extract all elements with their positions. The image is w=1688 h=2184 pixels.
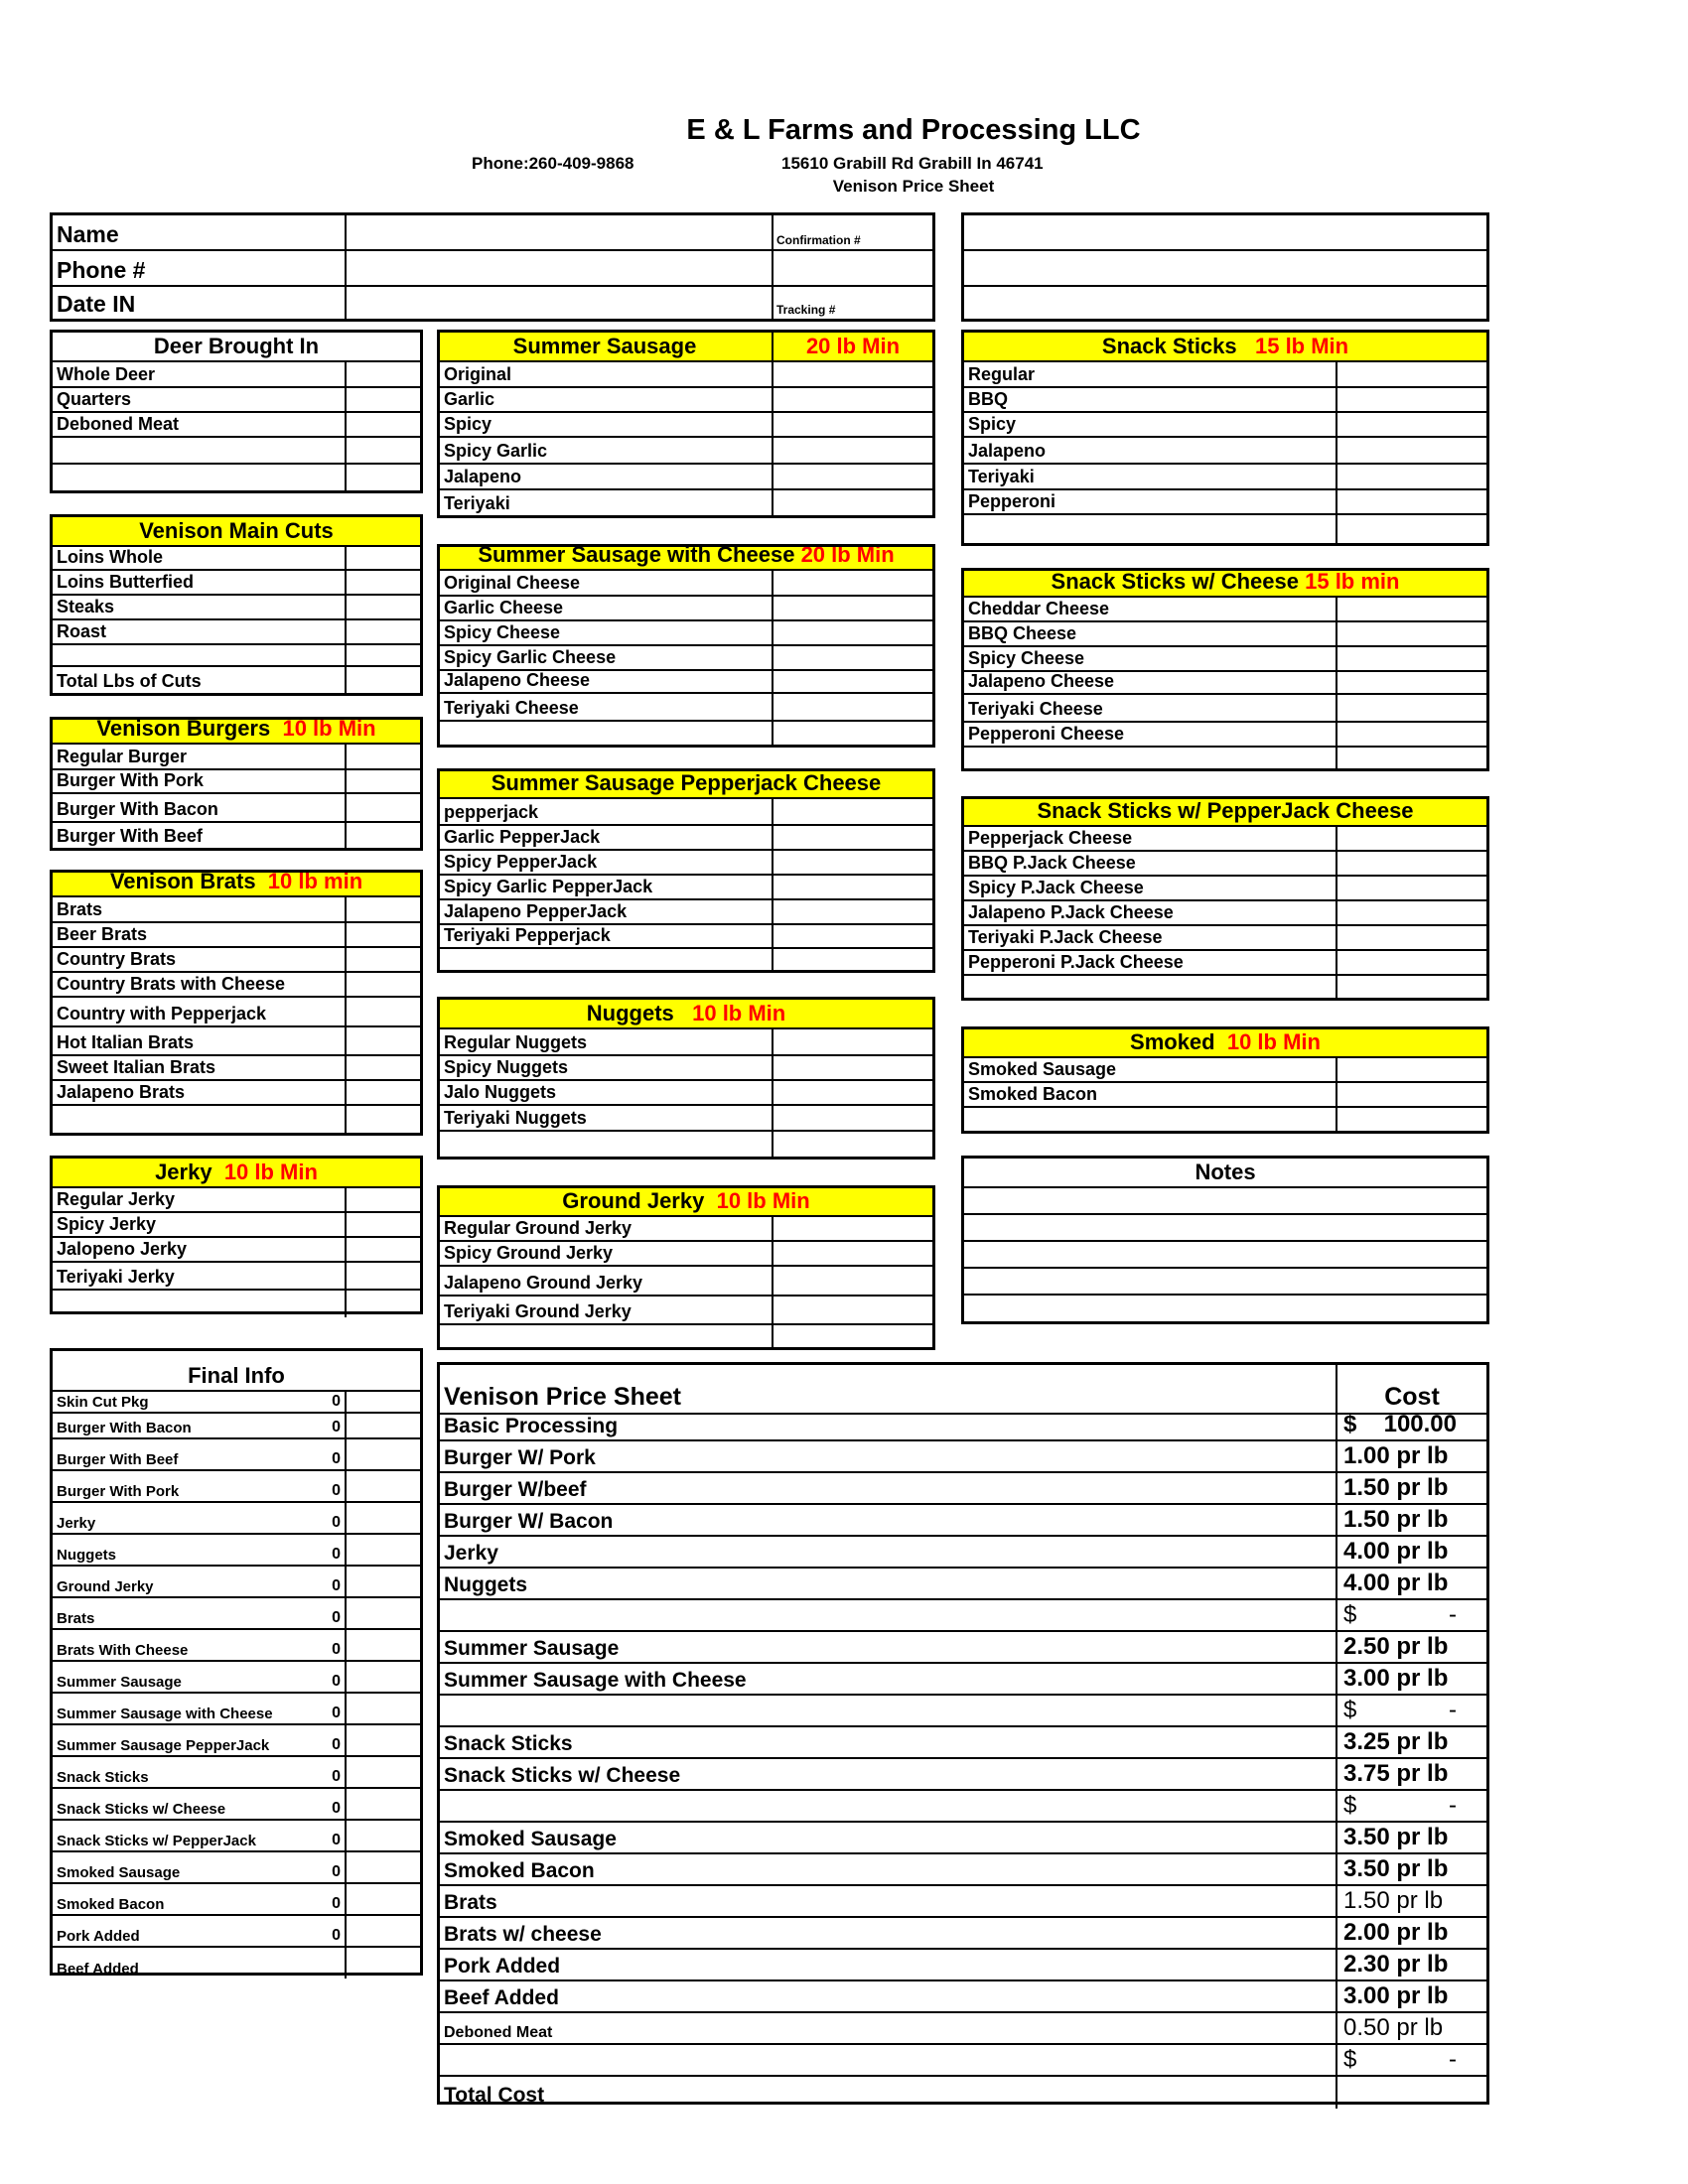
final-info-label: Snack Sticks (57, 1769, 149, 1786)
dollar-sign: $ (1343, 2046, 1357, 2073)
final-info-value: 0 (332, 1832, 341, 1848)
final-info-row[interactable] (53, 1471, 420, 1503)
dollar-sign: $ (1343, 1415, 1357, 1437)
final-info-row[interactable] (53, 1439, 420, 1471)
customer-info (50, 212, 935, 322)
sticks-pepperjack-row[interactable]: Pepperjack Cheese (964, 827, 1486, 852)
brat-row[interactable] (53, 1106, 420, 1133)
nugget-row[interactable]: Jalo Nuggets (440, 1081, 932, 1106)
confirmation-label: Confirmation # (776, 233, 861, 247)
price-value: 0.50 pr lb (1343, 2014, 1444, 2041)
sticks-cheese-row[interactable]: BBQ Cheese (964, 622, 1486, 647)
brat-row[interactable]: Hot Italian Brats (53, 1027, 420, 1056)
burger-row[interactable]: Burger With Beef (53, 823, 420, 848)
snack-stick-row[interactable] (964, 515, 1486, 543)
summer-sausage-cheese (437, 544, 935, 748)
price-value: 3.50 pr lb (1343, 1855, 1449, 1882)
minimum-label: 10 lb Min (282, 720, 376, 741)
section-header (964, 1159, 1486, 1188)
final-info-label: Burger With Pork (57, 1483, 180, 1500)
ss-pepperjack-row[interactable]: Garlic PepperJack (440, 826, 932, 851)
final-info-label: Brats (57, 1610, 95, 1627)
section-header: Summer Sausage 20 lb Min (440, 333, 932, 362)
deer-item-row[interactable] (53, 438, 420, 465)
snack-stick-row[interactable]: Regular (964, 362, 1486, 388)
ground-jerky-row[interactable]: Spicy Ground Jerky (440, 1242, 932, 1267)
price-item-label: Smoked Bacon (444, 1859, 595, 1882)
minimum-label: 10 lb Min (223, 1160, 318, 1184)
final-info-row[interactable] (53, 1630, 420, 1662)
section-header: Venison Brats 10 lb min (53, 873, 420, 897)
notes-line[interactable] (964, 1269, 1486, 1296)
ss-cheese-row[interactable]: Spicy Garlic Cheese (440, 646, 932, 671)
final-info-value: 0 (332, 1895, 341, 1912)
cut-row[interactable]: Roast (53, 620, 420, 645)
section-header: Nuggets 10 lb Min (440, 1000, 932, 1029)
final-info-label: Summer Sausage PepperJack (57, 1737, 270, 1754)
price-value: 3.75 pr lb (1343, 1760, 1449, 1787)
price-item-label: Pork Added (444, 1955, 561, 1978)
ss-cheese-row[interactable]: Original Cheese (440, 571, 932, 597)
ss-pepperjack-row[interactable]: Jalapeno PepperJack (440, 900, 932, 925)
smoked (961, 1026, 1489, 1134)
price-row[interactable] (440, 2013, 1486, 2045)
minimum-label: 20 lb Min (800, 547, 895, 567)
deer-item-row[interactable]: Quarters (53, 388, 420, 413)
final-info-label: Burger With Bacon (57, 1420, 192, 1436)
snack-stick-row[interactable]: BBQ (964, 388, 1486, 413)
office-use-box[interactable] (961, 212, 1489, 322)
final-info-value: 0 (332, 1609, 341, 1626)
final-info-row[interactable] (53, 1725, 420, 1757)
minimum-label: 15 lb Min (1254, 334, 1349, 358)
price-row[interactable] (440, 1441, 1486, 1473)
jerky-row[interactable]: Jalopeno Jerky (53, 1238, 420, 1263)
final-info-row[interactable] (53, 1948, 420, 1979)
tracking-label: Tracking # (776, 303, 836, 317)
brat-row[interactable]: Beer Brats (53, 923, 420, 948)
brat-row[interactable]: Brats (53, 897, 420, 923)
summer-sausage (437, 330, 935, 518)
ss-cheese-row[interactable]: Garlic Cheese (440, 597, 932, 621)
price-row[interactable] (440, 1950, 1486, 1981)
brat-row[interactable]: Country with Pepperjack (53, 998, 420, 1027)
final-info-row[interactable] (53, 1694, 420, 1725)
price-row[interactable] (440, 1823, 1486, 1854)
final-info-label: Smoked Bacon (57, 1896, 165, 1913)
name-label: Name (57, 221, 119, 247)
brat-row[interactable]: Country Brats with Cheese (53, 973, 420, 998)
cut-row[interactable]: Loins Butterfied (53, 571, 420, 596)
final-info-label: Brats With Cheese (57, 1642, 189, 1659)
main-cuts (50, 514, 423, 696)
final-info-row[interactable] (53, 1662, 420, 1694)
price-row[interactable] (440, 1415, 1486, 1441)
snack-sticks (961, 330, 1489, 546)
price-value: 3.25 pr lb (1343, 1728, 1449, 1755)
price-item-label: Beef Added (444, 1986, 559, 2009)
price-value: - (1449, 1792, 1457, 1819)
final-info-value: 0 (332, 1577, 341, 1594)
final-info-value: 0 (332, 1800, 341, 1817)
final-info-label: Pork Added (57, 1928, 140, 1945)
price-row[interactable] (440, 1632, 1486, 1664)
final-info-label: Summer Sausage with Cheese (57, 1706, 273, 1722)
price-sheet-header (440, 1365, 1486, 1415)
sticks-pepperjack-row[interactable]: Jalapeno P.Jack Cheese (964, 901, 1486, 926)
price-row-blank[interactable] (440, 1696, 1486, 1727)
total-cuts-row[interactable]: Total Lbs of Cuts (53, 667, 420, 693)
final-info-row[interactable] (53, 1503, 420, 1535)
summer-sausage-row[interactable]: Jalapeno (440, 465, 932, 490)
sticks-cheese-row[interactable]: Teriyaki Cheese (964, 695, 1486, 723)
notes-title: Notes (1195, 1160, 1256, 1184)
ground-jerky-row[interactable]: Jalapeno Ground Jerky (440, 1267, 932, 1297)
brat-row[interactable]: Sweet Italian Brats (53, 1056, 420, 1081)
final-info-value: 0 (332, 1641, 341, 1658)
final-info-value: 0 (332, 1705, 341, 1721)
final-info-value: 0 (332, 1419, 341, 1435)
nugget-row[interactable]: Teriyaki Nuggets (440, 1106, 932, 1132)
venison-burgers (50, 717, 423, 851)
price-row[interactable] (440, 1759, 1486, 1791)
price-row[interactable] (440, 1981, 1486, 2013)
ss-cheese-row[interactable]: Teriyaki Cheese (440, 694, 932, 722)
minimum-label: 10 lb Min (716, 1188, 810, 1213)
date-row[interactable] (53, 287, 932, 319)
final-info-row[interactable] (53, 1884, 420, 1916)
jerky-row[interactable]: Regular Jerky (53, 1188, 420, 1213)
final-info-label: Smoked Sausage (57, 1864, 181, 1881)
date-label: Date IN (57, 291, 136, 317)
cut-row[interactable] (53, 645, 420, 667)
price-row[interactable] (440, 1664, 1486, 1696)
final-info-label: Summer Sausage (57, 1674, 182, 1691)
final-info-row[interactable] (53, 1535, 420, 1567)
final-info-row[interactable] (53, 1757, 420, 1789)
section-header: Smoked 10 lb Min (964, 1029, 1486, 1058)
deer-brought-in (50, 330, 423, 493)
cost-header: Cost (1384, 1383, 1440, 1411)
summer-sausage-row[interactable]: Garlic (440, 388, 932, 413)
final-info-value: 0 (332, 1927, 341, 1944)
company-name: E & L Farms and Processing LLC (686, 114, 1141, 146)
phone-label: Phone # (57, 257, 146, 283)
address: 15610 Grabill Rd Grabill In 46741 (781, 154, 1044, 173)
price-row[interactable] (440, 1918, 1486, 1950)
price-item-label: Deboned Meat (444, 2024, 553, 2041)
jerky-row[interactable]: Spicy Jerky (53, 1213, 420, 1238)
final-info-label: Burger With Beef (57, 1451, 179, 1468)
price-row[interactable] (440, 1854, 1486, 1886)
final-info-value: 0 (332, 1393, 341, 1410)
sticks-pepperjack-row[interactable]: Teriyaki P.Jack Cheese (964, 926, 1486, 951)
price-item-label: Jerky (444, 1542, 498, 1565)
ss-cheese-row[interactable] (440, 722, 932, 745)
sticks-pepperjack-row[interactable]: BBQ P.Jack Cheese (964, 852, 1486, 877)
burger-row[interactable]: Burger With Pork (53, 770, 420, 794)
final-info-label: Snack Sticks w/ PepperJack (57, 1833, 256, 1849)
price-value: 1.50 pr lb (1343, 1506, 1449, 1533)
minimum-label: 20 lb Min (805, 334, 901, 358)
summer-sausage-row[interactable]: Spicy (440, 413, 932, 438)
snack-stick-row[interactable]: Jalapeno (964, 438, 1486, 465)
final-info-label: Snack Sticks w/ Cheese (57, 1801, 226, 1818)
price-item-label: Brats (444, 1891, 497, 1914)
final-info-row[interactable] (53, 1916, 420, 1948)
price-value: 1.50 pr lb (1343, 1474, 1449, 1501)
nuggets (437, 997, 935, 1160)
final-info-value: 0 (332, 1546, 341, 1563)
venison-brats (50, 870, 423, 1136)
final-info-label: Skin Cut Pkg (57, 1394, 149, 1411)
dollar-sign: $ (1343, 1792, 1357, 1819)
jerky-row[interactable] (53, 1291, 420, 1317)
final-info-row[interactable] (53, 1414, 420, 1439)
price-value: 2.00 pr lb (1343, 1919, 1449, 1946)
minimum-label: 10 lb Min (692, 1001, 786, 1025)
price-item-label: Burger W/ Bacon (444, 1510, 614, 1533)
price-item-label: Summer Sausage with Cheese (444, 1669, 747, 1692)
section-header: Snack Sticks 15 lb Min (964, 333, 1486, 362)
price-value: - (1449, 1601, 1457, 1628)
deer-item-row[interactable]: Deboned Meat (53, 413, 420, 438)
price-item-label: Smoked Sausage (444, 1828, 617, 1850)
burger-row[interactable]: Regular Burger (53, 745, 420, 770)
sticks-cheese-row[interactable]: Pepperoni Cheese (964, 723, 1486, 748)
final-info (50, 1348, 423, 1976)
price-item-label: Total Cost (444, 2084, 545, 2107)
notes-line[interactable] (964, 1242, 1486, 1269)
burger-row[interactable]: Burger With Bacon (53, 794, 420, 823)
ss-pepperjack-row[interactable]: pepperjack (440, 799, 932, 826)
summer-sausage-pepperjack (437, 768, 935, 973)
smoked-row[interactable]: Smoked Bacon (964, 1083, 1486, 1108)
snack-stick-row[interactable]: Pepperoni (964, 490, 1486, 515)
notes (961, 1156, 1489, 1324)
price-value: 3.00 pr lb (1343, 1665, 1449, 1692)
ss-pepperjack-row[interactable]: Spicy PepperJack (440, 851, 932, 876)
final-info-value: 0 (332, 1673, 341, 1690)
dollar-sign: $ (1343, 1697, 1357, 1723)
phone-number: Phone:260-409-9868 (472, 154, 634, 173)
notes-line[interactable] (964, 1296, 1486, 1321)
final-info-row[interactable] (53, 1852, 420, 1884)
price-item-label: Snack Sticks w/ Cheese (444, 1764, 681, 1787)
snack-sticks-cheese (961, 568, 1489, 771)
brat-row[interactable]: Jalapeno Brats (53, 1081, 420, 1106)
sticks-cheese-row[interactable]: Jalapeno Cheese (964, 672, 1486, 695)
final-info-row[interactable] (53, 1789, 420, 1821)
price-row[interactable] (440, 1727, 1486, 1759)
section-header: Summer Sausage with Cheese 20 lb Min (440, 547, 932, 571)
price-value: - (1449, 2046, 1457, 2073)
final-info-row[interactable] (53, 1392, 420, 1414)
notes-line[interactable] (964, 1188, 1486, 1215)
cut-row[interactable]: Loins Whole (53, 547, 420, 571)
price-value: 3.00 pr lb (1343, 1982, 1449, 2009)
final-info-label: Jerky (57, 1515, 96, 1532)
summer-sausage-row[interactable]: Teriyaki (440, 490, 932, 515)
summer-sausage-row[interactable]: Original (440, 362, 932, 388)
final-info-value: 0 (332, 1768, 341, 1785)
final-info-label: Nuggets (57, 1547, 116, 1564)
final-info-value: 0 (332, 1514, 341, 1531)
ground-jerky-row[interactable]: Teriyaki Ground Jerky (440, 1297, 932, 1325)
price-value: 2.30 pr lb (1343, 1951, 1449, 1978)
price-value: 4.00 pr lb (1343, 1538, 1449, 1565)
final-info-row[interactable] (53, 1821, 420, 1852)
nugget-row[interactable]: Regular Nuggets (440, 1029, 932, 1056)
price-item-label: Snack Sticks (444, 1732, 573, 1755)
final-info-value: 0 (332, 1736, 341, 1753)
section-header: Summer Sausage Pepperjack Cheese (440, 771, 932, 799)
minimum-label: 10 lb Min (1226, 1029, 1321, 1054)
deer-item-row[interactable] (53, 465, 420, 490)
deer-item-row[interactable]: Whole Deer (53, 362, 420, 388)
final-info-value: 0 (332, 1863, 341, 1880)
minimum-label: 10 lb min (267, 873, 363, 893)
price-value: 2.50 pr lb (1343, 1633, 1449, 1660)
section-header: Venison Burgers 10 lb Min (53, 720, 420, 745)
final-info-value: 0 (332, 1450, 341, 1467)
sticks-cheese-row[interactable]: Cheddar Cheese (964, 598, 1486, 622)
final-info-row[interactable] (53, 1567, 420, 1598)
price-row[interactable] (440, 1537, 1486, 1569)
price-value: 4.00 pr lb (1343, 1570, 1449, 1596)
ground-jerky (437, 1185, 935, 1350)
dollar-sign: $ (1343, 1601, 1357, 1628)
price-item-label: Burger W/ Pork (444, 1446, 596, 1469)
price-row[interactable] (440, 1886, 1486, 1918)
section-header: Snack Sticks w/ PepperJack Cheese (964, 799, 1486, 827)
nugget-row[interactable]: Spicy Nuggets (440, 1056, 932, 1081)
sticks-pepperjack-row[interactable]: Pepperoni P.Jack Cheese (964, 951, 1486, 976)
ground-jerky-row[interactable] (440, 1325, 932, 1350)
smoked-row[interactable] (964, 1108, 1486, 1131)
price-item-label: Brats w/ cheese (444, 1923, 602, 1946)
phone-row[interactable] (53, 251, 932, 287)
sheet-title: Venison Price Sheet (832, 177, 995, 196)
price-sheet (437, 1362, 1489, 2105)
brat-row[interactable]: Country Brats (53, 948, 420, 973)
price-row-blank[interactable] (440, 2045, 1486, 2077)
ss-cheese-row[interactable]: Spicy Cheese (440, 621, 932, 646)
nugget-row[interactable] (440, 1132, 932, 1157)
price-sheet-title: Venison Price Sheet (444, 1383, 681, 1411)
notes-line[interactable] (964, 1215, 1486, 1242)
final-info-value: 0 (332, 1482, 341, 1499)
price-item-label: Burger W/beef (444, 1478, 587, 1501)
price-item-label: Basic Processing (444, 1415, 619, 1437)
cut-row[interactable]: Steaks (53, 596, 420, 620)
price-row-blank[interactable] (440, 1600, 1486, 1632)
snack-stick-row[interactable]: Spicy (964, 413, 1486, 438)
price-row[interactable] (440, 1473, 1486, 1505)
section-header: Final Info (53, 1351, 420, 1392)
ss-pepperjack-row[interactable]: Spicy Garlic PepperJack (440, 876, 932, 900)
name-row[interactable] (53, 215, 932, 251)
ground-jerky-row[interactable]: Regular Ground Jerky (440, 1217, 932, 1242)
section-header: Ground Jerky 10 lb Min (440, 1188, 932, 1217)
section-header: Jerky 10 lb Min (53, 1159, 420, 1188)
ss-cheese-row[interactable]: Jalapeno Cheese (440, 671, 932, 694)
section-header: Deer Brought In (53, 333, 420, 362)
final-info-label: Beef Added (57, 1961, 139, 1978)
snack-stick-row[interactable]: Teriyaki (964, 465, 1486, 490)
sticks-pepperjack-row[interactable]: Spicy P.Jack Cheese (964, 877, 1486, 901)
sticks-pepperjack-row[interactable] (964, 976, 1486, 998)
minimum-label: 15 lb min (1305, 571, 1400, 594)
price-value: - (1449, 1697, 1457, 1723)
price-value: 100.00 (1383, 1415, 1457, 1437)
price-row-blank[interactable] (440, 1791, 1486, 1823)
price-row[interactable] (440, 1505, 1486, 1537)
smoked-row[interactable]: Smoked Sausage (964, 1058, 1486, 1083)
price-row[interactable] (440, 2077, 1486, 2109)
price-row[interactable] (440, 1569, 1486, 1600)
ss-pepperjack-row[interactable] (440, 949, 932, 970)
jerky-row[interactable]: Teriyaki Jerky (53, 1263, 420, 1291)
jerky (50, 1156, 423, 1314)
ss-pepperjack-row[interactable]: Teriyaki Pepperjack (440, 925, 932, 949)
snack-sticks-pepperjack (961, 796, 1489, 1001)
section-header: Snack Sticks w/ Cheese 15 lb min (964, 571, 1486, 598)
price-item-label: Summer Sausage (444, 1637, 620, 1660)
sticks-cheese-row[interactable]: Spicy Cheese (964, 647, 1486, 672)
price-value: 1.50 pr lb (1343, 1887, 1444, 1914)
final-info-row[interactable] (53, 1598, 420, 1630)
price-item-label: Nuggets (444, 1573, 527, 1596)
sticks-cheese-row[interactable] (964, 748, 1486, 768)
price-value: 1.00 pr lb (1343, 1442, 1449, 1469)
summer-sausage-row[interactable]: Spicy Garlic (440, 438, 932, 465)
section-header: Venison Main Cuts (53, 517, 420, 547)
final-info-label: Ground Jerky (57, 1578, 154, 1595)
price-value: 3.50 pr lb (1343, 1824, 1449, 1850)
